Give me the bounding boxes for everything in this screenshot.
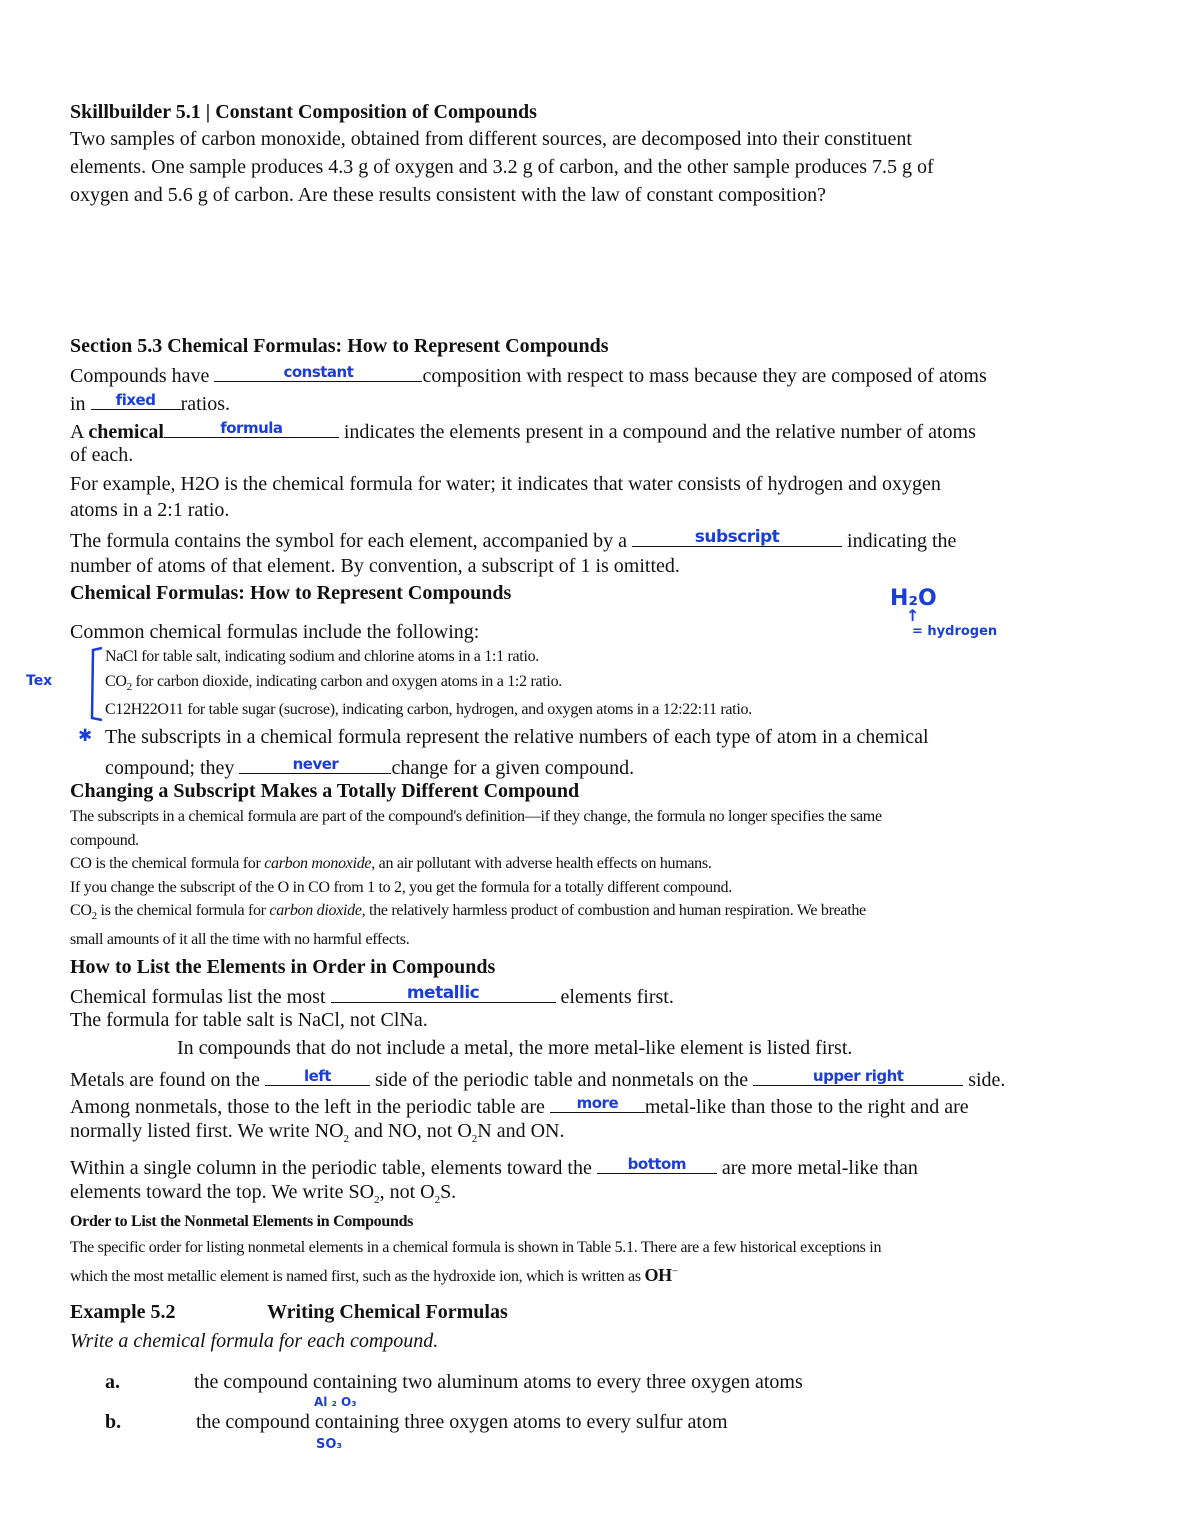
common-formulas-intro: Common chemical formulas include the following:	[70, 621, 480, 643]
section-line-5: For example, H2O is the chemical formula for water; it indicates that water consists of hydrogen and oxygen	[70, 473, 941, 495]
bracket-mark	[84, 644, 106, 724]
example-b-label: b.	[105, 1411, 122, 1433]
formula-item-nacl: NaCl for table salt, indicating sodium and chlorine atoms in a 1:1 ratio.	[105, 648, 539, 665]
example-label: Example 5.2	[70, 1301, 176, 1323]
order-line-3: In compounds that do not include a metal, the more metal-like element is listed first.	[177, 1037, 853, 1059]
blank-fixed[interactable]: fixed	[91, 389, 181, 410]
changing-line-2: compound.	[70, 832, 139, 849]
blank-formula[interactable]: formula	[164, 417, 339, 438]
note-so3: SO₃	[316, 1437, 343, 1452]
blank-more[interactable]: more	[550, 1092, 645, 1113]
note-side: Tex	[26, 673, 53, 689]
changing-line-4: If you change the subscript of the O in CO from 1 to 2, you get the formula for a totally different compound.	[70, 879, 732, 896]
nonmetal-order-title: Order to List the Nonmetal Elements in Compounds	[70, 1213, 414, 1230]
subscripts-line-2: compound; they never change for a given compound.	[105, 755, 635, 779]
order-line-2: The formula for table salt is NaCl, not ClNa.	[70, 1009, 428, 1031]
changing-line-6: small amounts of it all the time with no harmful effects.	[70, 931, 410, 948]
blank-upper-right[interactable]: upper right	[753, 1065, 963, 1086]
list-elements-title: How to List the Elements in Order in Compounds	[70, 956, 496, 978]
bracket-stroke	[92, 648, 102, 720]
formula-item-sucrose: C12H22O11 for table sugar (sucrose), indicating carbon, hydrogen, and oxygen atoms in a 12:22:11 ratio.	[105, 701, 752, 718]
blank-subscript[interactable]: subscript	[632, 526, 842, 547]
changing-line-3: CO is the chemical formula for carbon monoxide, an air pollutant with adverse health effects on humans.	[70, 855, 712, 872]
blank-bottom[interactable]: bottom	[597, 1153, 717, 1174]
skillbuilder-title: Skillbuilder 5.1 | Constant Composition of Compounds	[70, 101, 537, 123]
section-line-6: atoms in a 2:1 ratio.	[70, 499, 230, 521]
skillbuilder-line-1: Two samples of carbon monoxide, obtained from different sources, are decomposed into their constituent	[70, 128, 912, 150]
nonmetal-line-1: The specific order for listing nonmetal elements in a chemical formula is shown in Table 5.1. There are a few historical exceptions in	[70, 1239, 882, 1256]
nonmetal-line-2: which the most metallic element is named first, such as the hydroxide ion, which is written as OH−	[70, 1265, 678, 1285]
section-line-4: of each.	[70, 444, 134, 466]
order-line-7: Within a single column in the periodic table, elements toward the bottom are more metal-like than	[70, 1155, 918, 1179]
order-line-5: Among nonmetals, those to the left in the periodic table are more metal-like than those to the right and are	[70, 1094, 969, 1118]
blank-left[interactable]: left	[265, 1065, 370, 1086]
section-line-1: Compounds have constant composition with respect to mass because they are composed of atoms	[70, 363, 987, 387]
section-line-7: The formula contains the symbol for each element, accompanied by a subscript indicating the	[70, 527, 957, 552]
order-line-1: Chemical formulas list the most metallic elements first.	[70, 983, 674, 1008]
blank-metallic[interactable]: metallic	[331, 982, 556, 1003]
section-line-2: in fixed ratios.	[70, 391, 230, 415]
note-al-o: Al ₂ O₃	[314, 1395, 357, 1409]
example-a-text: the compound containing two aluminum atoms to every three oxygen atoms	[194, 1371, 803, 1393]
formula-item-co2: $CO_2$ for carbon dioxide, indicating carbon and oxygen atoms in a 1:2 ratio.	[105, 673, 562, 694]
changing-line-1: The subscripts in a chemical formula are part of the compound's definition—if they change, the formula no longer specifies the same	[70, 808, 882, 825]
example-instruction: Write a chemical formula for each compound.	[70, 1330, 439, 1352]
skillbuilder-line-3: oxygen and 5.6 g of carbon. Are these results consistent with the law of constant composition?	[70, 184, 826, 206]
changing-line-5: $CO_2$ is the chemical formula for carbon dioxide, the relatively harmless product of combustion and human respiration. We breathe	[70, 902, 866, 923]
subscripts-line-1: The subscripts in a chemical formula represent the relative numbers of each type of atom in a chemical	[105, 726, 929, 748]
section-line-3: A chemical formula indicates the elements present in a compound and the relative number of atoms	[70, 419, 976, 443]
order-line-8: elements toward the top. We write $SO_2$, not $O_2S$.	[70, 1181, 457, 1206]
order-line-4: Metals are found on the left side of the periodic table and nonmetals on the upper right side.	[70, 1067, 1006, 1091]
chemical-formulas-title: Chemical Formulas: How to Represent Compounds	[70, 582, 512, 604]
blank-constant[interactable]: constant	[214, 361, 422, 382]
note-hydrogen: = hydrogen	[912, 624, 998, 639]
note-arrow: ↑	[906, 606, 920, 625]
example-title: Writing Chemical Formulas	[267, 1301, 508, 1323]
skillbuilder-line-2: elements. One sample produces 4.3 g of oxygen and 3.2 g of carbon, and the other sample produces 7.5 g of	[70, 156, 934, 178]
section-5-3-title: Section 5.3 Chemical Formulas: How to Represent Compounds	[70, 335, 609, 357]
example-a-label: a.	[105, 1371, 120, 1393]
example-b-text: the compound containing three oxygen atoms to every sulfur atom	[196, 1411, 728, 1433]
section-line-8: number of atoms of that element. By convention, a subscript of 1 is omitted.	[70, 555, 680, 577]
changing-subscript-title: Changing a Subscript Makes a Totally Different Compound	[70, 780, 580, 802]
star-icon: ✱	[78, 726, 93, 746]
order-line-6: normally listed first. We write $NO_2$ and NO, not $O_2N$ and ON.	[70, 1120, 565, 1145]
note-h2o: H₂O	[890, 586, 937, 611]
blank-never[interactable]: never	[239, 753, 391, 774]
